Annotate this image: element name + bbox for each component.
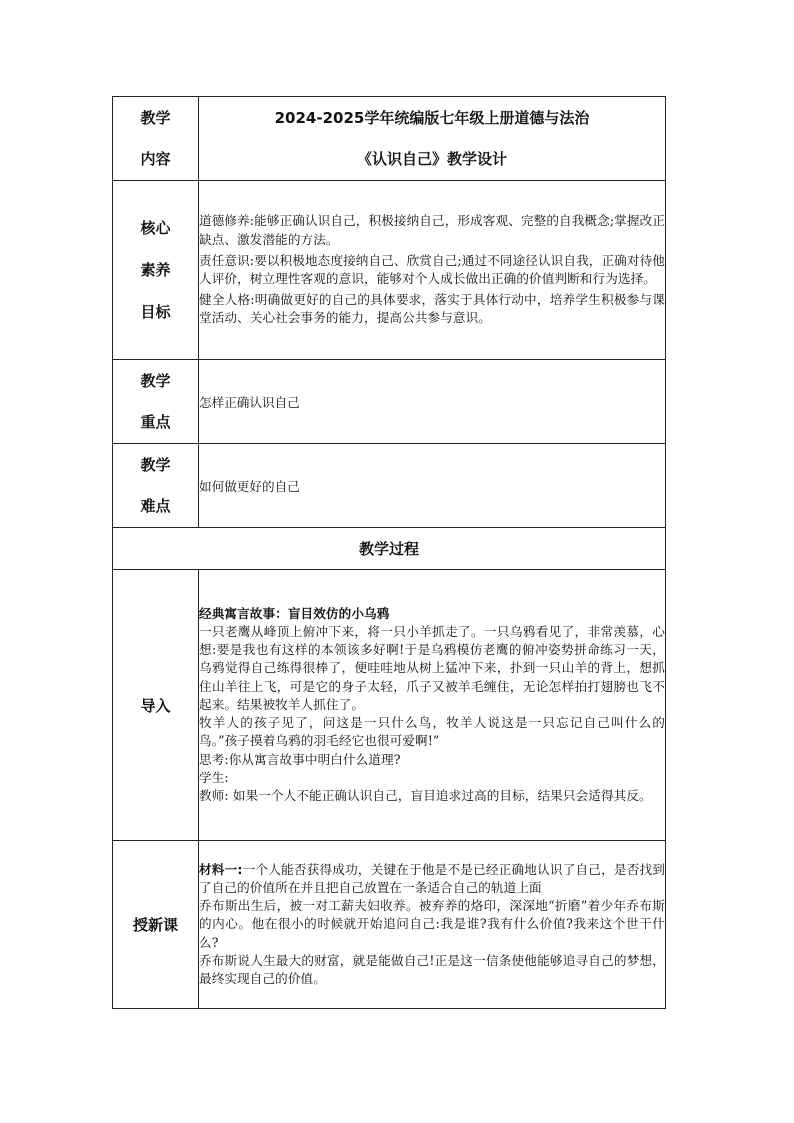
label-line: 核心 xyxy=(140,219,171,237)
goal-personality: 健全人格:明确做更好的自己的具体要求，落实于具体行动中，培养学生积极参与课堂活动、关心社会事务的能力，提高公共参与意识。 xyxy=(199,292,665,326)
intro-label: 导入 xyxy=(113,570,199,841)
process-title: 教学过程 xyxy=(113,528,666,570)
difficulty-text: 如何做更好的自己 xyxy=(199,444,666,528)
label-line: 教学 xyxy=(140,455,171,474)
key-point-row xyxy=(113,360,666,444)
material-one xyxy=(199,861,665,897)
process-row xyxy=(113,528,666,570)
title-line-2: 《认识自己》教学设计 xyxy=(356,149,507,168)
material-jobs-2: 乔布斯说人生最大的财富，就是能做自己!正是这一信条使他能够追寻自己的梦想，最终实现自己的价值。 xyxy=(199,952,665,986)
difficulty-label xyxy=(113,444,199,528)
label-line: 重点 xyxy=(140,412,171,431)
goals-row xyxy=(113,181,666,360)
key-point-label xyxy=(113,360,199,444)
label-line: 难点 xyxy=(140,496,171,515)
label-line: 目标 xyxy=(140,303,171,321)
new-lesson-row xyxy=(113,841,666,1009)
material-one-heading: 材料一: xyxy=(199,861,243,877)
label-line: 教学 xyxy=(140,371,171,390)
goal-moral: 道德修养:能够正确认识自己，积极接纳自己，形成客观、完整的自我概念;掌握改正缺点、激发潜能的方法。 xyxy=(199,213,665,247)
key-point-text: 怎样正确认识自己 xyxy=(199,360,666,444)
lesson-title xyxy=(199,97,666,181)
material-one-text: 一个人能否获得成功，关键在于他是不是已经正确地认识了自己，是否找到了自己的价值所在并且把自己放置在一条适合自己的轨道上面 xyxy=(199,861,665,895)
difficulty-row xyxy=(113,444,666,528)
header-row xyxy=(113,97,666,181)
lesson-plan-table xyxy=(112,96,666,1009)
label-line: 素养 xyxy=(140,261,171,279)
goal-responsibility: 责任意识:要以积极地态度接纳自己、欣赏自己;通过不同途径认识自我，正确对待他人评价，树立理性客观的意识，能够对个人成长做出正确的价值判断和行为选择。 xyxy=(199,252,665,286)
label-line: 内容 xyxy=(140,149,171,168)
new-lesson-content xyxy=(199,841,666,1009)
material-jobs-1: 乔布斯出生后，被一对工薪夫妇收养。被弃养的烙印，深深地“折磨”着少年乔布斯的内心。他在很小的时候就开始追问自己:我是谁?我有什么价值?我来这个世干什么? xyxy=(199,898,665,950)
new-lesson-label: 授新课 xyxy=(113,841,199,1009)
label-line: 教学 xyxy=(140,108,171,127)
title-line-1: 2024-2025学年统编版七年级上册道德与法治 xyxy=(274,108,590,127)
teaching-content-label xyxy=(113,97,199,181)
core-goals-label xyxy=(113,181,199,360)
intro-student: 学生: xyxy=(199,769,229,785)
intro-heading: 经典寓言故事：盲目效仿的小乌鸦 xyxy=(199,605,390,621)
intro-row xyxy=(113,570,666,841)
intro-content xyxy=(199,570,666,841)
goals-content xyxy=(199,181,666,360)
intro-teacher: 教师: 如果一个人不能正确认识自己，盲目追求过高的目标，结果只会适得其反。 xyxy=(199,787,652,803)
intro-story: 一只老鹰从峰顶上俯冲下来，将一只小羊抓走了。一只乌鸦看见了，非常羡慕，心想:要是我也有这样的本领该多好啊!于是乌鸦模仿老鹰的俯冲姿势拼命练习一天，乌鸦觉得自己练得很棒了，便哇哇地从树上猛冲下来，扑到一只山羊的背上，想抓住山羊往上飞，可是它的身子太轻，爪子又被羊毛缠住，无论怎样拍打翅膀也飞不起来。结果被牧羊人抓住了。 xyxy=(199,624,665,712)
intro-story-end: 牧羊人的孩子见了，问这是一只什么鸟，牧羊人说这是一只忘记自己叫什么的鸟。”孩子摸着乌鸦的羽毛经它也很可爱啊!” xyxy=(199,715,665,749)
intro-question: 思考:你从寓言故事中明白什么道理? xyxy=(199,751,401,767)
